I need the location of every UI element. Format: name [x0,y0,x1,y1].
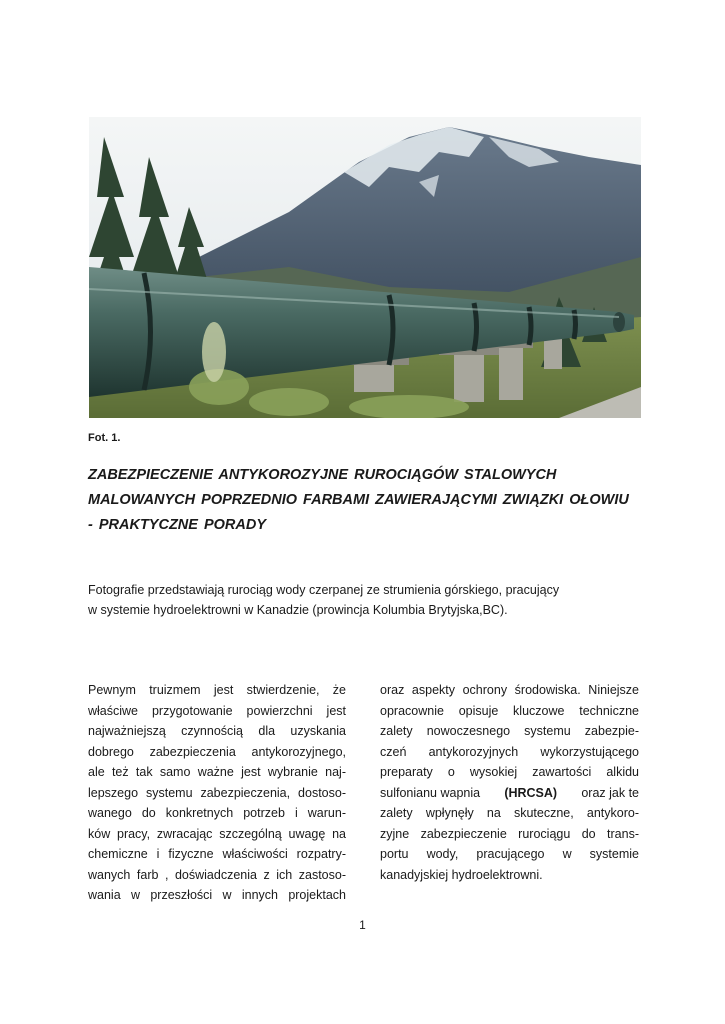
body-line: chemiczne i fizyczne właściwości rozpatry- [88,847,346,861]
body-line: ale też tak samo ważne jest wybranie naj- [88,765,346,779]
body-line: czeń antykorozyjnych wykorzystującego [380,744,639,759]
intro-line: w systemie hydroelektrowni w Kanadzie (prowincja Kolumbia Brytyjska,BC). [88,603,508,617]
body-line: zalety nowoczesnego systemu zabezpie- [380,724,639,738]
body-line: wanych farb , doświadczenia z ich zastoso- [88,867,346,882]
body-line: właściwe przygotowanie powierzchni jest [88,703,346,718]
title-line: - PRAKTYCZNE PORADY [88,517,267,533]
intro-line: Fotografie przedstawiają rurociąg wody czerpanej ze strumienia górskiego, pracujący [88,583,560,597]
body-line: zyjne zabezpieczenie rurociągu do trans- [380,826,639,841]
page-number: 1 [359,918,366,932]
body-column-left [88,680,346,906]
pipeline-mountain-image [89,117,641,418]
body-line: preparaty o wysokiej zawartości alkidu [380,765,639,779]
body-line: kanadyjskiej hydroelektrowni. [380,867,543,882]
hrcsa-text-before: sulfonianu wapnia [380,785,484,800]
body-line-hrcsa [380,783,639,804]
body-line: Pewnym truizmem jest stwierdzenie, że [88,683,346,697]
title-line: ZABEZPIECZENIE ANTYKOROZYJNE RUROCIĄGÓW STALOWYCH [88,467,557,483]
title-line: MALOWANYCH POPRZEDNIO FARBAMI ZAWIERAJĄCYMI ZWIĄZKI OŁOWIU [88,492,629,508]
body-column-right [380,680,639,885]
body-line: wania w przeszłości w innych projektach [88,888,346,902]
body-line: dobrego zabezpieczenia antykorozyjnego, [88,744,346,759]
body-line: oraz aspekty ochrony środowiska. Niniejsze [380,683,639,697]
body-line: lepszego systemu zabezpieczenia, dostoso- [88,785,346,800]
document-title [88,463,648,538]
body-line: zalety wpłynęły na skuteczne, antykoro- [380,806,639,820]
pipeline-photo [89,117,641,418]
photo-caption: Fot. 1. [88,432,121,444]
hrcsa-abbreviation: (HRCSA) [504,785,558,800]
body-line: wanego do konkretnych potrzeb i warun- [88,806,346,820]
body-line: najważniejszą czynnością dla uzyskania [88,724,346,738]
body-line: ków pracy, zwracając szczególną uwagę na [88,826,346,841]
body-line: portu wody, pracującego w systemie [380,847,639,861]
intro-paragraph [88,580,648,620]
hrcsa-text-after: oraz jak te [577,785,639,800]
body-line: opracownie opisuje kluczowe techniczne [380,703,639,718]
